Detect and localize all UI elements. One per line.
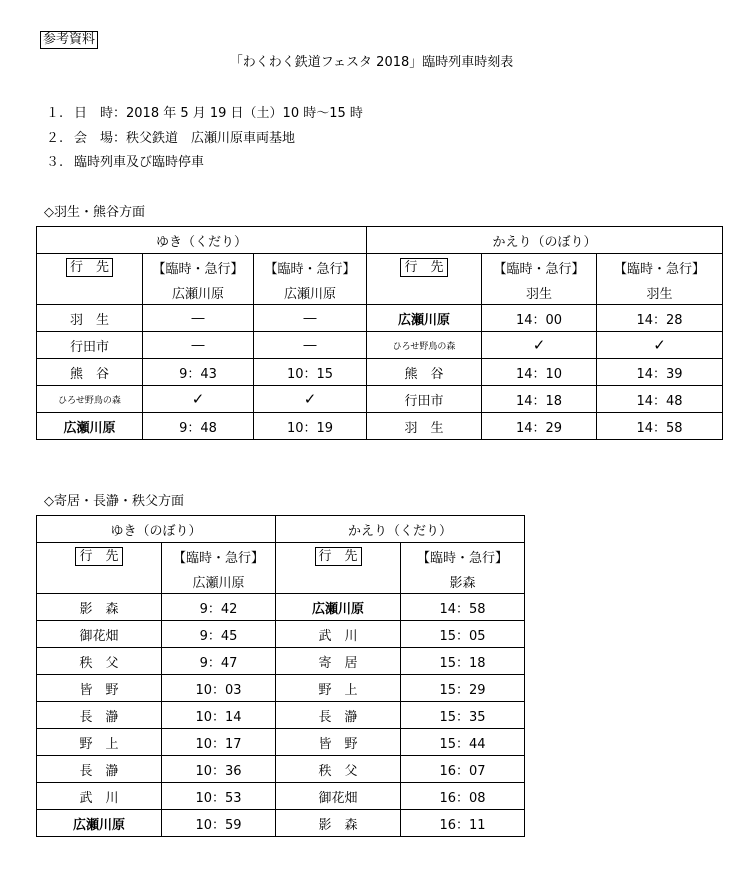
station-name: ひろせ野鳥の森 [367, 332, 482, 359]
station-name: 広瀬川原 [37, 413, 143, 440]
time-cell: 10：53 [162, 783, 276, 810]
station-name: 秩 父 [276, 756, 401, 783]
time-cell: 16：11 [401, 810, 525, 837]
train-destination: 広瀬川原 [254, 280, 367, 305]
time-cell: 16：08 [401, 783, 525, 810]
train-type-label: 【臨時・急行】 [597, 254, 723, 281]
time-cell: 16：07 [401, 756, 525, 783]
info-line-trains [46, 154, 204, 172]
info-number: １. [46, 106, 64, 121]
time-cell: 10：17 [162, 729, 276, 756]
table-row [37, 810, 525, 837]
pass-check-icon: ✓ [482, 332, 597, 359]
time-cell: 14：58 [401, 594, 525, 621]
pass-check-icon: ✓ [143, 386, 254, 413]
station-name: 熊 谷 [37, 359, 143, 386]
station-name: 皆 野 [276, 729, 401, 756]
dest-label: 行 先 [66, 258, 113, 277]
empty-cell [37, 280, 143, 305]
station-name: 皆 野 [37, 675, 162, 702]
table-row [37, 386, 723, 413]
train-destination: 広瀬川原 [143, 280, 254, 305]
time-cell: 14：10 [482, 359, 597, 386]
time-cell: 15：05 [401, 621, 525, 648]
train-destination: 羽生 [482, 280, 597, 305]
station-name: 広瀬川原 [367, 305, 482, 332]
table-row [37, 702, 525, 729]
pass-check-icon: ✓ [597, 332, 723, 359]
dest-label-cell [276, 543, 401, 570]
return-header: かえり（くだり） [276, 516, 525, 543]
time-cell: 10：36 [162, 756, 276, 783]
timetable-hanyu-kumagaya [36, 226, 723, 440]
section-title-hanyu-kumagaya: ◇羽生・熊谷方面 [44, 205, 145, 220]
time-cell: 10：19 [254, 413, 367, 440]
info-number: ２. [46, 131, 64, 146]
train-destination: 羽生 [597, 280, 723, 305]
station-name: 影 森 [276, 810, 401, 837]
outbound-header: ゆき（のぼり） [37, 516, 276, 543]
time-cell: 10：14 [162, 702, 276, 729]
station-name: 武 川 [37, 783, 162, 810]
section-title-yorii-nagatoro-chichibu: ◇寄居・長瀞・秩父方面 [44, 494, 184, 509]
table-row [37, 594, 525, 621]
time-cell: 15：35 [401, 702, 525, 729]
info-line-datetime [46, 105, 363, 123]
time-cell: 10：15 [254, 359, 367, 386]
dest-label: 行 先 [75, 547, 122, 566]
table-row [37, 332, 723, 359]
time-cell: 9：45 [162, 621, 276, 648]
info-text: 会 場：秩父鉄道 広瀬川原車両基地 [74, 131, 296, 146]
train-destination: 広瀬川原 [162, 569, 276, 594]
station-name: 秩 父 [37, 648, 162, 675]
info-text: 臨時列車及び臨時停車 [74, 155, 205, 170]
time-cell: ― [143, 332, 254, 359]
table-row [37, 621, 525, 648]
station-name: ひろせ野鳥の森 [37, 386, 143, 413]
info-line-venue [46, 130, 295, 148]
return-header: かえり（のぼり） [367, 227, 723, 254]
time-cell: 9：43 [143, 359, 254, 386]
time-cell: 14：48 [597, 386, 723, 413]
train-type-label: 【臨時・急行】 [162, 543, 276, 570]
station-name: 広瀬川原 [37, 810, 162, 837]
time-cell: 9：47 [162, 648, 276, 675]
dest-label-cell [367, 254, 482, 281]
pass-check-icon: ✓ [254, 386, 367, 413]
table-row [37, 359, 723, 386]
table-row [37, 413, 723, 440]
dest-label-cell [37, 543, 162, 570]
time-cell: 14：00 [482, 305, 597, 332]
document-title: 「わくわく鉄道フェスタ 2018」臨時列車時刻表 [229, 55, 514, 70]
time-cell: ― [254, 332, 367, 359]
station-name: 御花畑 [276, 783, 401, 810]
station-name: 行田市 [37, 332, 143, 359]
time-cell: 9：42 [162, 594, 276, 621]
reference-label: 参考資料 [40, 31, 98, 49]
outbound-header: ゆき（くだり） [37, 227, 367, 254]
station-name: 寄 居 [276, 648, 401, 675]
station-name: 熊 谷 [367, 359, 482, 386]
info-text: 日 時：2018 年 5 月 19 日（土）10 時～15 時 [74, 106, 363, 121]
time-cell: 14：58 [597, 413, 723, 440]
train-type-label: 【臨時・急行】 [482, 254, 597, 281]
table-row [37, 648, 525, 675]
empty-cell [276, 569, 401, 594]
time-cell: ― [143, 305, 254, 332]
info-number: ３. [46, 155, 64, 170]
station-name: 羽 生 [367, 413, 482, 440]
station-name: 野 上 [37, 729, 162, 756]
station-name: 影 森 [37, 594, 162, 621]
table-row [37, 729, 525, 756]
station-name: 長 瀞 [276, 702, 401, 729]
time-cell: 14：28 [597, 305, 723, 332]
table-row [37, 675, 525, 702]
time-cell: 10：03 [162, 675, 276, 702]
station-name: 行田市 [367, 386, 482, 413]
station-name: 長 瀞 [37, 702, 162, 729]
empty-cell [367, 280, 482, 305]
time-cell: 15：18 [401, 648, 525, 675]
table-row [37, 783, 525, 810]
dest-label: 行 先 [315, 547, 362, 566]
train-type-label: 【臨時・急行】 [401, 543, 525, 570]
table-row [37, 305, 723, 332]
station-name: 武 川 [276, 621, 401, 648]
empty-cell [37, 569, 162, 594]
time-cell: 14：18 [482, 386, 597, 413]
station-name: 広瀬川原 [276, 594, 401, 621]
station-name: 御花畑 [37, 621, 162, 648]
train-type-label: 【臨時・急行】 [143, 254, 254, 281]
time-cell: 10：59 [162, 810, 276, 837]
table-row [37, 756, 525, 783]
station-name: 野 上 [276, 675, 401, 702]
timetable-yorii-nagatoro-chichibu [36, 515, 525, 837]
time-cell: 15：44 [401, 729, 525, 756]
time-cell: 14：39 [597, 359, 723, 386]
time-cell: 9：48 [143, 413, 254, 440]
time-cell: 14：29 [482, 413, 597, 440]
time-cell: ― [254, 305, 367, 332]
dest-label-cell [37, 254, 143, 281]
time-cell: 15：29 [401, 675, 525, 702]
station-name: 羽 生 [37, 305, 143, 332]
station-name: 長 瀞 [37, 756, 162, 783]
train-type-label: 【臨時・急行】 [254, 254, 367, 281]
dest-label: 行 先 [400, 258, 447, 277]
train-destination: 影森 [401, 569, 525, 594]
